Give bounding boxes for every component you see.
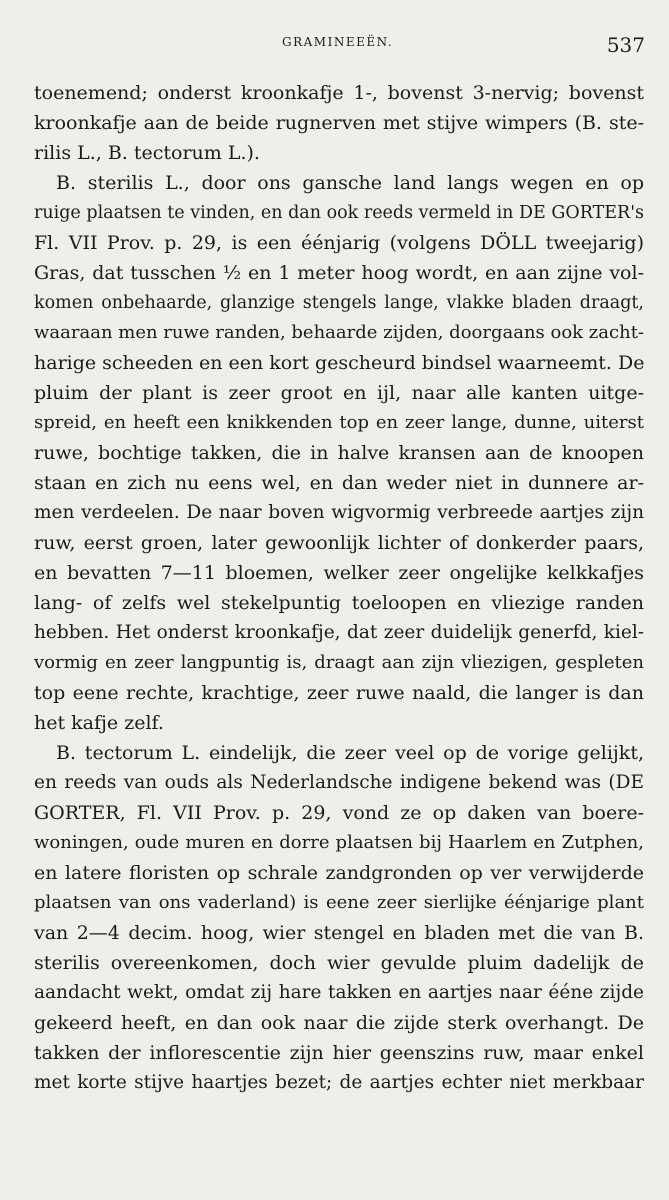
- text-line: ruwe, bochtige takken, die in halve kransen aan de knoopen: [34, 442, 644, 464]
- text-line: en latere floristen op schrale zandgronden op ver verwijderde: [34, 862, 644, 884]
- running-title: GRAMINEEËN.: [282, 35, 394, 49]
- text-line: van 2—4 decim. hoog, wier stengel en bladen met die van B.: [34, 922, 644, 944]
- text-line: plaatsen van ons vaderland) is eene zeer sierlijke éénjarige plant: [34, 892, 644, 913]
- text-line: rilis L., B. tectorum L.).: [34, 142, 260, 164]
- text-line: gekeerd heeft, en dan ook naar die zijde sterk overhangt. De: [34, 1012, 644, 1034]
- text-line: takken der inflorescentie zijn hier geenszins ruw, maar enkel: [34, 1042, 644, 1064]
- text-line: het kafje zelf.: [34, 712, 164, 734]
- body-text: [34, 78, 644, 1098]
- text-line: waaraan men ruwe randen, behaarde zijden, doorgaans ook zacht-: [34, 322, 645, 343]
- text-line: top eene rechte, krachtige, zeer ruwe naald, die langer is dan: [34, 682, 644, 704]
- text-line: lang- of zelfs wel stekelpuntig toeloopen en vliezige randen: [34, 592, 644, 614]
- text-line: en reeds van ouds als Nederlandsche indigene bekend was (DE: [34, 772, 644, 793]
- text-line: GORTER, Fl. VII Prov. p. 29, vond ze op daken van boere-: [34, 802, 644, 824]
- text-line: woningen, oude muren en dorre plaatsen bij Haarlem en Zutphen,: [34, 832, 644, 853]
- text-line: men verdeelen. De naar boven wigvormig verbreede aartjes zijn: [34, 502, 644, 523]
- text-line: aandacht wekt, omdat zij hare takken en aartjes naar ééne zijde: [34, 982, 644, 1003]
- text-line: sterilis overeenkomen, doch wier gevulde pluim dadelijk de: [34, 952, 644, 974]
- text-line: spreid, en heeft een knikkenden top en zeer lange, dunne, uiterst: [34, 412, 644, 433]
- text-line: Gras, dat tusschen ½ en 1 meter hoog wordt, en aan zijne vol-: [34, 262, 644, 284]
- text-line: ruw, eerst groen, later gewoonlijk lichter of donkerder paars,: [34, 532, 644, 554]
- text-line: B. tectorum L. eindelijk, die zeer veel op de vorige gelijkt,: [56, 742, 644, 764]
- page-number: 537: [606, 33, 645, 57]
- text-line: harige scheeden en een kort gescheurd bindsel waarneemt. De: [34, 352, 645, 374]
- text-line: staan en zich nu eens wel, en dan weder niet in dunnere ar-: [34, 472, 644, 494]
- text-line: pluim der plant is zeer groot en ijl, naar alle kanten uitge-: [34, 382, 644, 404]
- text-line: komen onbehaarde, glanzige stengels lange, vlakke bladen draagt,: [34, 293, 644, 313]
- text-line: ruige plaatsen te vinden, en dan ook reeds vermeld in DE GORTER's: [34, 203, 644, 223]
- text-line: met korte stijve haartjes bezet; de aartjes echter niet merkbaar: [34, 1072, 644, 1093]
- text-line: B. sterilis L., door ons gansche land langs wegen en op: [56, 172, 644, 194]
- text-line: toenemend; onderst kroonkafje 1-, bovenst 3-nervig; bovenst: [34, 82, 644, 104]
- text-line: Fl. VII Prov. p. 29, is een éénjarig (volgens DÖLL tweejarig): [34, 232, 644, 254]
- text-line: hebben. Het onderst kroonkafje, dat zeer duidelijk generfd, kiel-: [34, 622, 644, 643]
- text-line: en bevatten 7—11 bloemen, welker zeer ongelijke kelkkafjes: [34, 562, 644, 584]
- text-line: vormig en zeer langpuntig is, draagt aan zijn vliezigen, gespleten: [34, 652, 644, 673]
- text-line: kroonkafje aan de beide rugnerven met stijve wimpers (B. ste-: [34, 112, 644, 134]
- page-header: [0, 33, 669, 55]
